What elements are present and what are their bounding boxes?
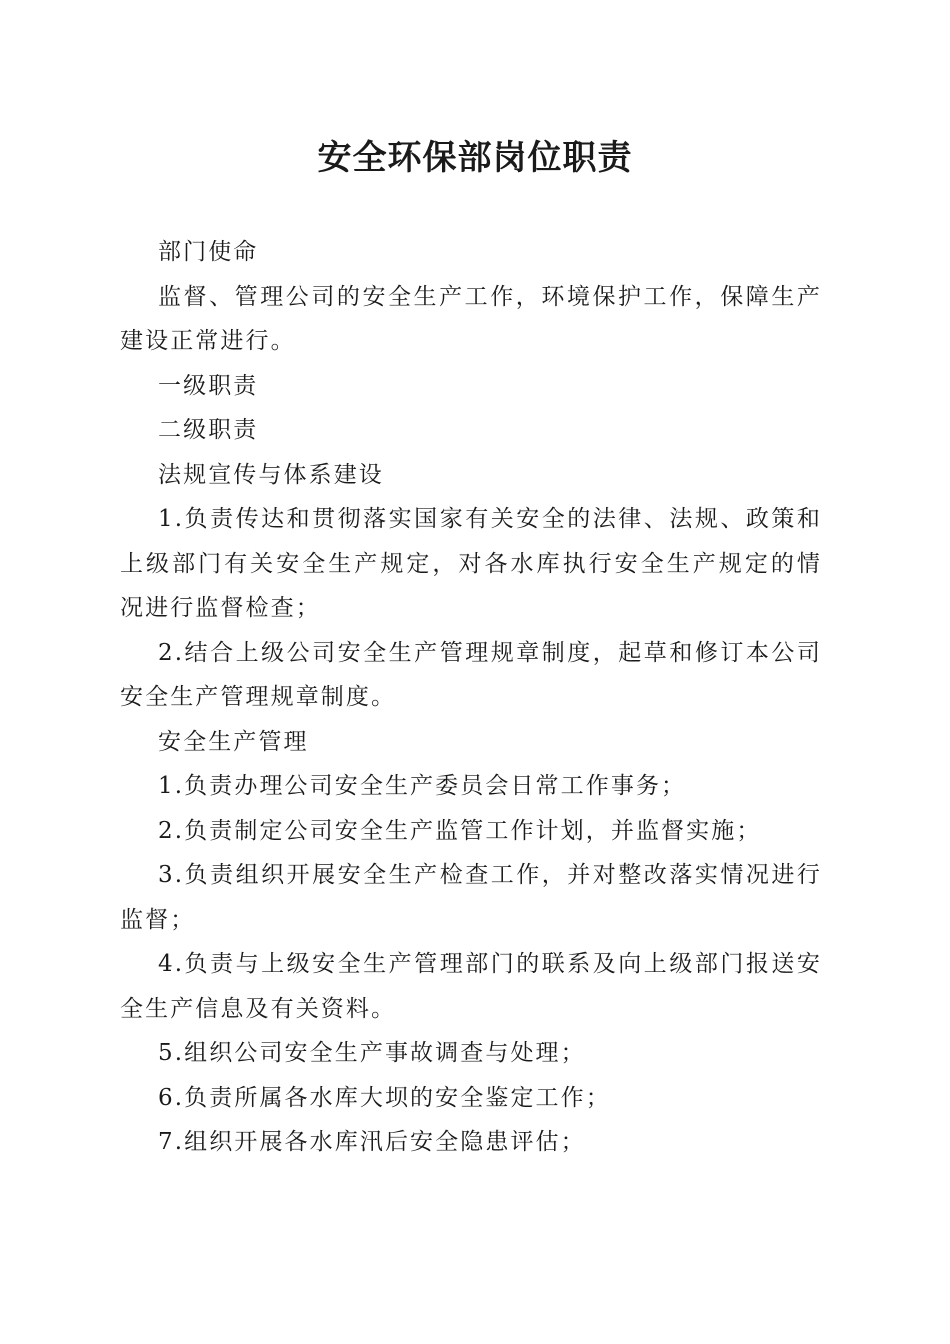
section-heading-regulations: 法规宣传与体系建设 (158, 461, 384, 488)
safety-item-2: 2.负责制定公司安全生产监管工作计划，并监督实施； (158, 817, 762, 844)
safety-item-1: 1.负责办理公司安全生产委员会日常工作事务； (158, 773, 687, 799)
safety-item-4: 4.负责与上级安全生产管理部门的联系及向上级部门报送安全生产信息及有关资料。 (120, 951, 822, 1022)
paragraph-mission-text: 监督、管理公司的安全生产工作，环境保护工作，保障生产建设正常进行。 (120, 283, 822, 354)
safety-item-5: 5.组织公司安全生产事故调查与处理； (158, 1040, 586, 1066)
safety-item-3: 3.负责组织开展安全生产检查工作，并对整改落实情况进行监督； (120, 862, 822, 933)
document-body (120, 230, 822, 1165)
section-heading-safety-management: 安全生产管理 (158, 728, 309, 755)
document-title: 安全环保部岗位职责 (317, 138, 633, 178)
regulations-item-1: 1.负责传达和贯彻落实国家有关安全的法律、法规、政策和上级部门有关安全生产规定，对各水库执行安全生产规定的情况进行监督检查； (120, 506, 822, 621)
paragraph-mission-heading: 部门使命 (158, 239, 259, 265)
safety-item-7: 7.组织开展各水库汛后安全隐患评估； (158, 1129, 586, 1155)
paragraph-level2-heading: 二级职责 (158, 417, 259, 443)
regulations-item-2: 2.结合上级公司安全生产管理规章制度，起草和修订本公司安全生产管理规章制度。 (120, 639, 822, 710)
safety-item-6: 6.负责所属各水库大坝的安全鉴定工作； (158, 1084, 611, 1111)
paragraph-level1-heading: 一级职责 (158, 372, 259, 399)
